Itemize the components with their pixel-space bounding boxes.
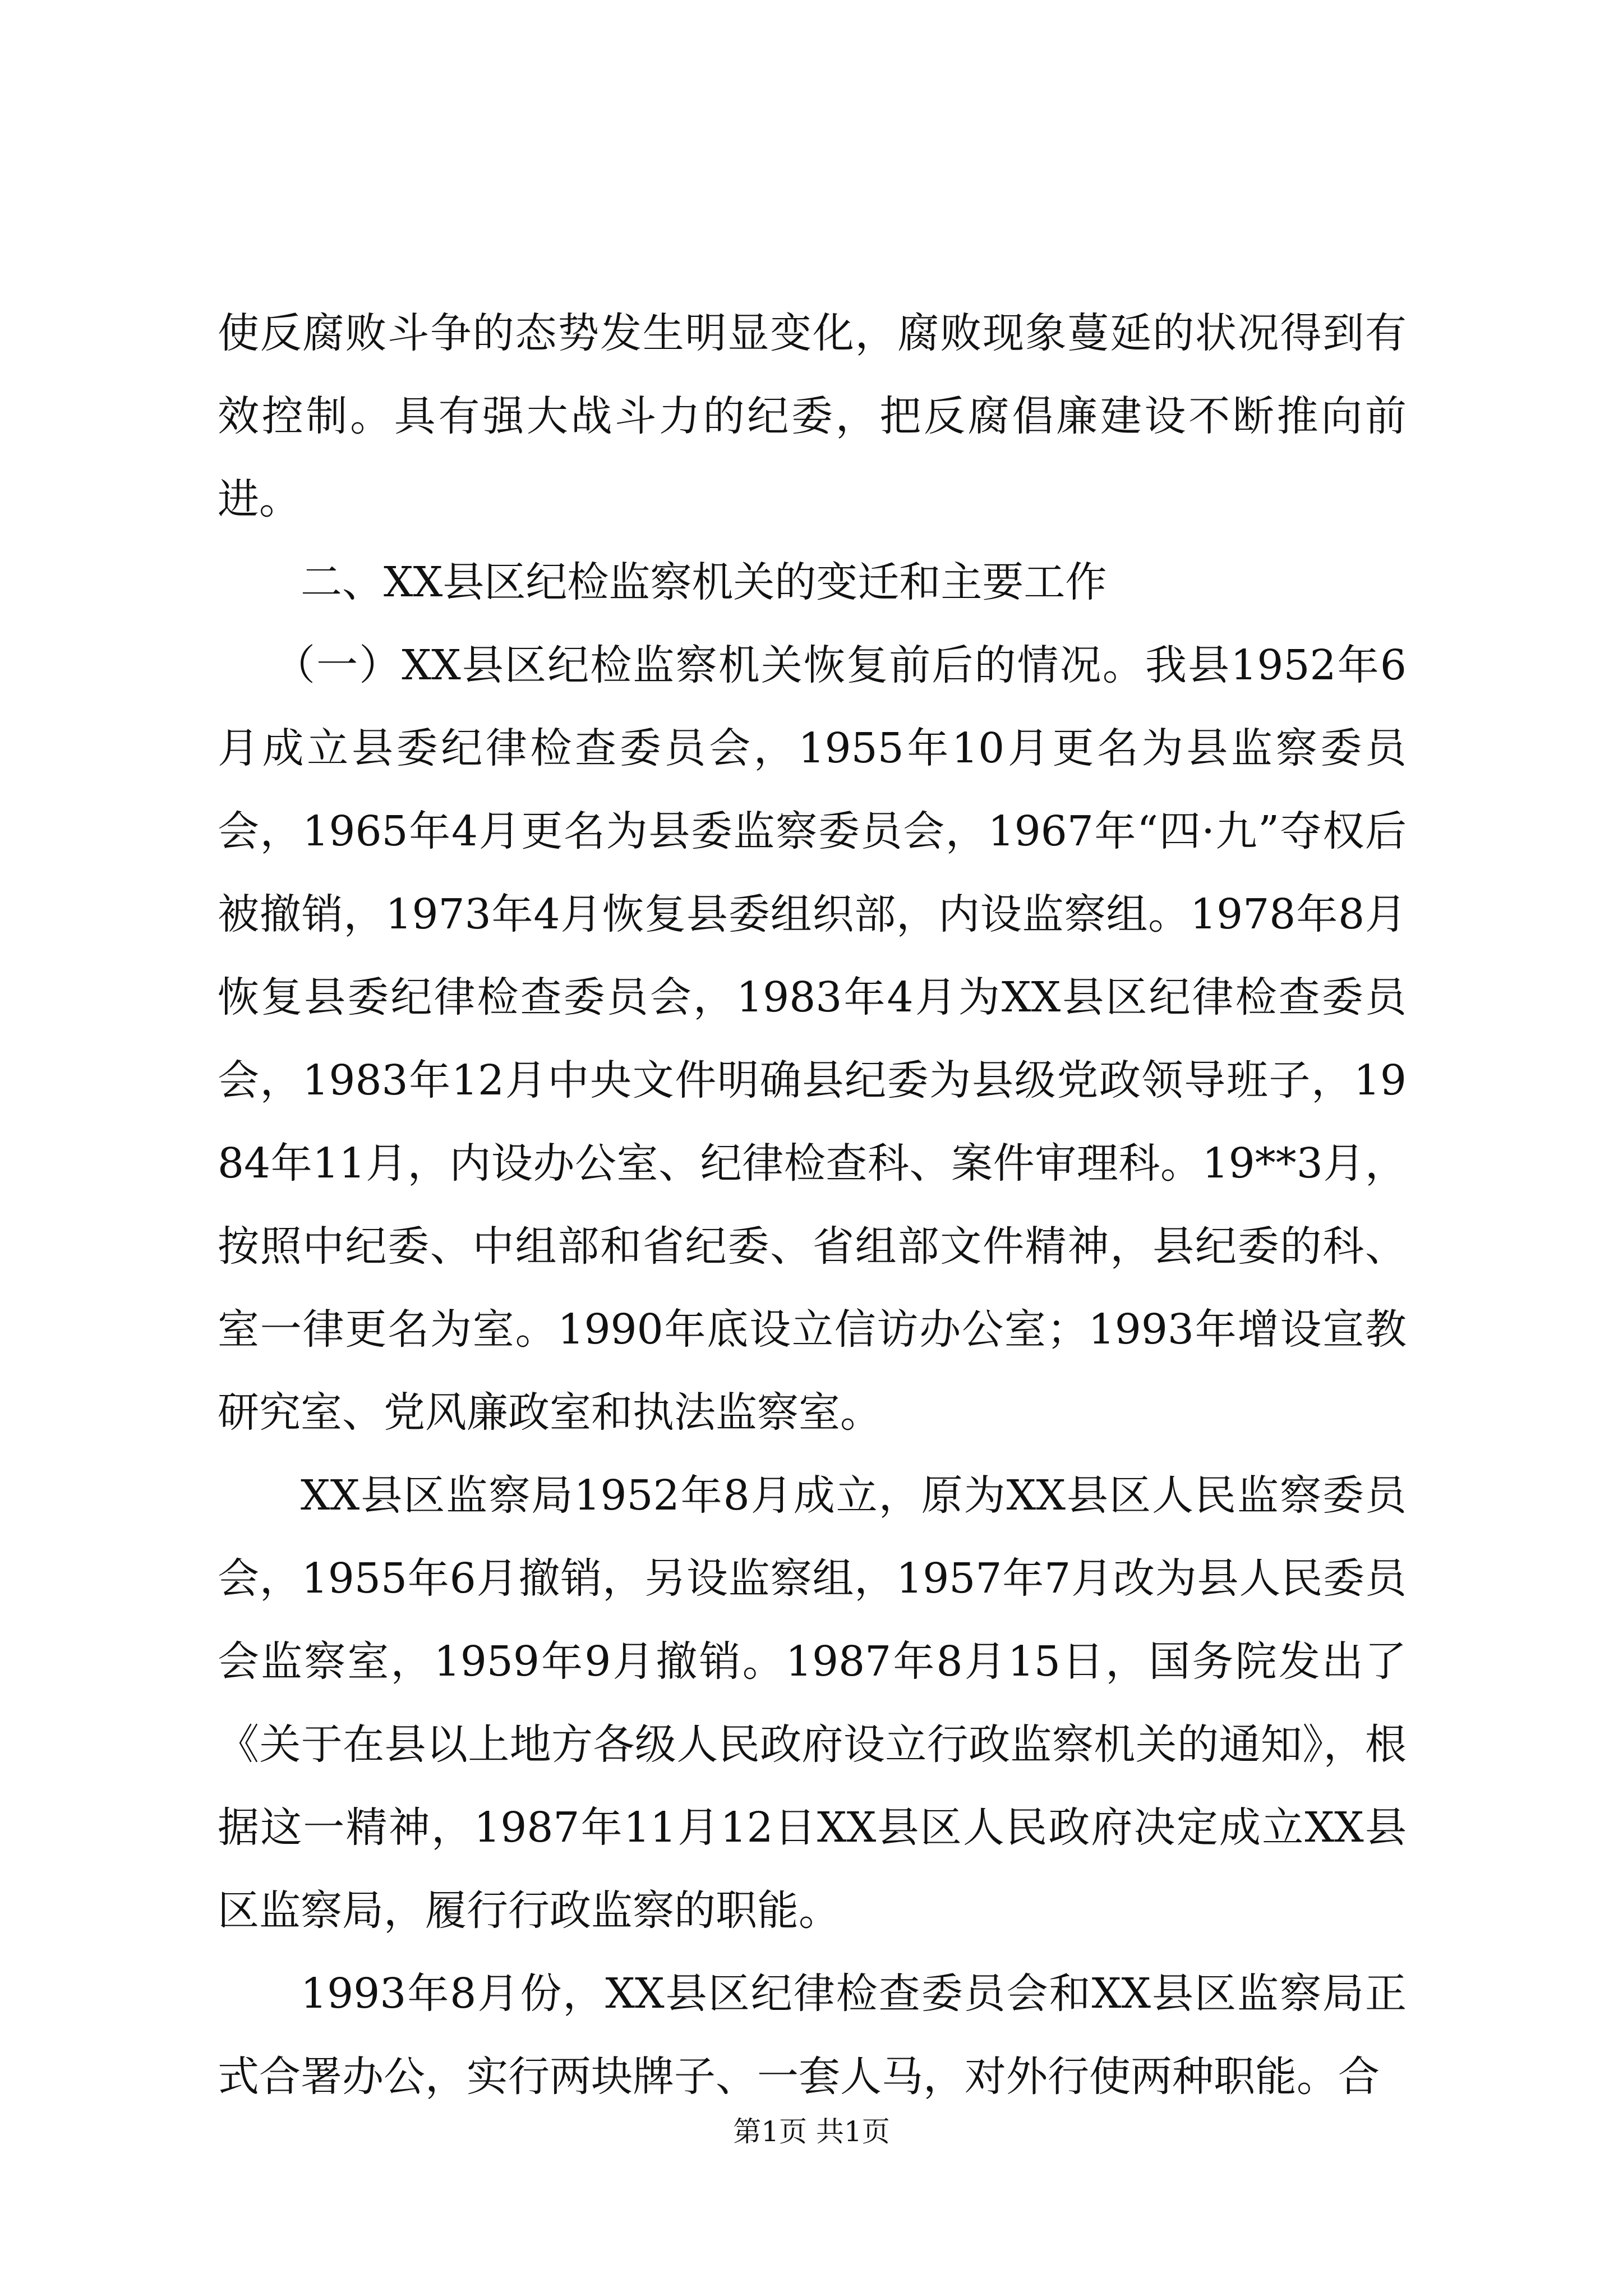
document-body: [218, 292, 1407, 2118]
paragraph-3: XX县区监察局1952年8月成立，原为XX县区人民监察委员会，1955年6月撤销，另设监察组，1957年7月改为县人民委员会监察室，1959年9月撤销。1987年8月15日，国务院发出了《关于在县以上地方各级人民政府设立行政监察机关的通知》，根据这一精神，1987年11月12日XX县区人民政府决定成立XX县区监察局，履行行政监察的职能。: [218, 1471, 1407, 1935]
paragraph-2: （一）XX县区纪检监察机关恢复前后的情况。我县1952年6月成立县委纪律检查委员会，1955年10月更名为县监察委员会，1965年4月更名为县委监察委员会，1967年“四·九”夺权后被撤销，1973年4月恢复县委组织部，内设监察组。1978年8月恢复县委纪律检查委员会，1983年4月为XX县区纪律检查委员会，1983年12月中央文件明确县纪委为县级党政领导班子，1984年11月，内设办公室、纪律检查科、案件审理科。19**3月，按照中纪委、中组部和省纪委、省组部文件精神，县纪委的科、室一律更名为室。1990年底设立信访办公室；1993年增设宣教研究室、党风廉政室和执法监察室。: [218, 641, 1407, 1437]
page-footer: 第1页 共1页: [733, 2115, 890, 2148]
paragraph-4: 1993年8月份，XX县区纪律检查委员会和XX县区监察局正式合署办公，实行两块牌子、一套人马，对外行使两种职能。合: [218, 1970, 1407, 2101]
paragraph-1: 使反腐败斗争的态势发生明显变化，腐败现象蔓延的状况得到有效控制。具有强大战斗力的纪委，把反腐倡廉建设不断推向前进。: [218, 309, 1407, 523]
section-heading: 二、XX县区纪检监察机关的变迁和主要工作: [301, 558, 1107, 606]
